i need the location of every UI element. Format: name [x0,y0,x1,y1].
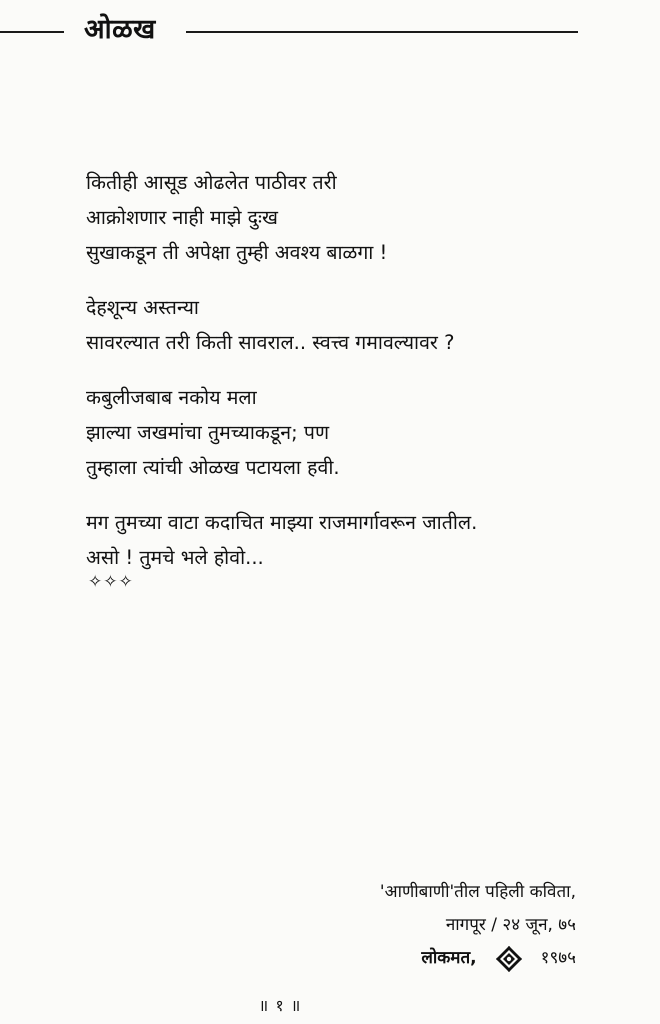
poem-line: कितीही आसूड ओढलेत पाठीवर तरी [86,171,337,194]
poem-stanza-2 [86,290,606,360]
ornament-emblem-icon [495,945,523,973]
poem-line: सुखाकडून ती अपेक्षा तुम्ही अवश्य बाळगा ! [86,241,388,264]
poem-body [86,165,606,595]
publication-name: लोकमत, [421,948,477,968]
poem-line: तुम्हाला त्यांची ओळख पटायला हवी. [86,456,340,479]
section-ornament: ✧✧✧ [88,572,134,592]
title-rule-right [186,31,578,33]
poem-stanza-3 [86,380,606,485]
title-rule-left [0,31,64,33]
poem-line: असो ! तुमचे भले होवो... [86,546,264,569]
poem-line: मग तुमच्या वाटा कदाचित माझ्या राजमार्गावरून जातील. [86,511,478,534]
publication-year: १९७५ [540,948,576,968]
poem-line: सावरल्यात तरी किती सावराल.. स्वत्त्व गमावल्यावर ? [86,331,455,354]
poem-line: देहशून्य अस्तन्या [86,296,199,319]
poem-line: झाल्या जखमांचा तुमच्याकडून; पण [86,421,330,444]
page-number: ॥ १ ॥ [258,996,302,1015]
source-row [380,942,576,975]
poem-stanza-1 [86,165,606,270]
page-title: ओळख [84,14,156,45]
poem-line: कबुलीजबाब नकोय मला [86,386,257,409]
publication-note [380,876,576,975]
publication-note-line: 'आणीबाणी'तील पहिली कविता, [379,882,576,902]
poem-line: आक्रोशणार नाही माझे दुःख [86,206,278,229]
poem-stanza-4 [86,505,606,575]
place-date-line: नागपूर / २४ जून, ७५ [445,915,576,935]
